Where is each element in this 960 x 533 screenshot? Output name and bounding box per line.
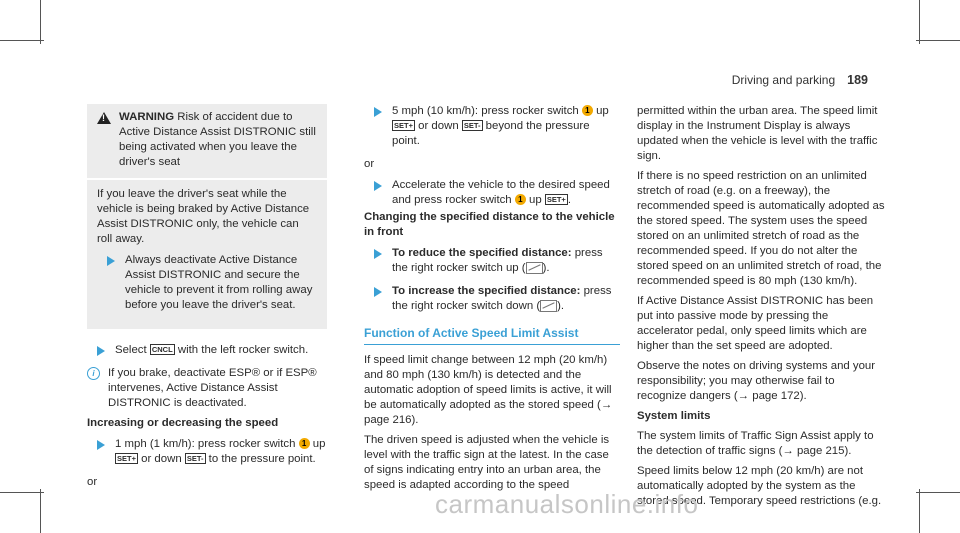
section-title: Driving and parking — [731, 73, 836, 87]
step-arrow-icon — [374, 181, 382, 191]
middle-column: 5 mph (10 km/h): press rocker switch 1 up SET+ or down SET- beyond the pressure point. or Accelerate the vehicle to the desired speed and press rocker switch 1 up SET+ . Changing the specified distance to the vehicle in front To reduce the specified distance: press the right rocker switch up ( ). To increase the specified distance: press the right rocker switch down ( ). Function of Active Speed Limit Assist If speed limit change between 12 mph (20 km/h) and 80 mph (130 km/h) is detected and the automatic adoption of speed limits is active, it will be automatically adopted as the stored speed (→ page 216). The driven speed is adjusted when the vehicle is level with the traffic sign at the latest. In the case of signs indicating entry into an urban area, the speed is adapted according to the speed — [364, 104, 620, 498]
step-arrow-icon — [374, 287, 382, 297]
paragraph: If Active Distance Assist DISTRONIC has been put into passive mode by pressing the accelerator pedal, only speed limits which are higher than the set speed are adopted. — [637, 295, 874, 352]
set-minus-key-icon: SET- — [463, 121, 481, 131]
warning-body: If you leave the driver's seat while the vehicle is being braked by Active Distance Assist DISTRONIC only, the vehicle can roll away. — [97, 188, 310, 245]
or-text: or — [364, 158, 375, 170]
paragraph: If there is no speed restriction on an unlimited stretch of road (e.g. on a freeway), the recommended speed is automatically adopted as the stored speed. The system uses the speed stored on an unlimited stretch of road as the recommended speed. If you do not alter the stored speed on an unlimited stretch of road, the recommended speed is 80 mph (130 km/h). — [637, 170, 885, 287]
crop-mark — [0, 40, 44, 41]
left-column — [87, 104, 327, 495]
crop-mark — [916, 492, 960, 493]
paragraph: Speed limits below 12 mph (20 km/h) are not automatically adopted by the system as the stored speed. Temporary speed restrictions (e.g. — [637, 465, 882, 507]
switch-number-badge: 1 — [515, 194, 526, 205]
paragraph: The driven speed is adjusted when the vehicle is level with the traffic sign at the latest. In the case of signs indicating entry into an urban area, the speed is adapted according to the speed — [364, 434, 610, 491]
crop-mark — [919, 489, 920, 533]
set-plus-key-icon: SET+ — [546, 195, 566, 205]
set-plus-key-icon: SET+ — [117, 454, 136, 464]
step-text: press the right rocker switch up ( — [392, 247, 603, 274]
step-text: up — [525, 194, 542, 206]
info-icon: i — [87, 367, 100, 380]
step-arrow-icon — [374, 249, 382, 259]
right-column — [637, 104, 885, 514]
switch-number-badge: 1 — [582, 105, 593, 116]
step-text: ). — [557, 300, 565, 312]
step-text: 1 mph (1 km/h): press rocker switch — [115, 438, 296, 450]
warning-title: Risk of accident due to Active Distance Assist DISTRONIC still being activated when you leave the driver's seat — [119, 111, 316, 168]
step-arrow-icon — [97, 346, 105, 356]
step-text: press the right rocker switch down ( — [392, 285, 612, 312]
warning-box — [87, 104, 327, 329]
watermark: carmanualsonline.info — [435, 489, 699, 519]
crop-mark — [916, 40, 960, 41]
step-text: ). — [542, 262, 550, 274]
subheading: Changing the specified distance to the vehicle in front — [364, 211, 615, 238]
set-minus-key-icon: SET- — [186, 454, 204, 464]
warning-label: WARNING — [119, 111, 175, 123]
subheading: Increasing or decreasing the speed — [87, 417, 279, 429]
paragraph: The system limits of Traffic Sign Assist apply to the detection of traffic signs (→ page 215). — [637, 430, 874, 457]
step-text: or down — [137, 453, 182, 465]
step-arrow-icon — [374, 107, 382, 117]
warning-step: Always deactivate Active Distance Assist DISTRONIC and secure the vehicle to prevent it from rolling away before you leave the driver's seat. — [125, 254, 313, 311]
step-text: or down — [414, 120, 459, 132]
step-text: with the left rocker switch. — [174, 344, 309, 356]
crop-mark — [0, 492, 44, 493]
cncl-key-icon: CNCL — [151, 345, 173, 355]
section-heading: Function of Active Speed Limit Assist — [364, 326, 620, 345]
step-text: to the pressure point. — [205, 453, 316, 465]
step-arrow-icon — [107, 256, 115, 266]
paragraph: Observe the notes on driving systems and your responsibility; you may otherwise fail to recognize dangers (→ page 172). — [637, 360, 876, 402]
step-text: Select — [115, 344, 147, 356]
step-text: up — [592, 105, 609, 117]
step-arrow-icon — [97, 440, 105, 450]
set-plus-key-icon: SET+ — [394, 121, 413, 131]
crop-mark — [919, 0, 920, 44]
step-text: up — [309, 438, 326, 450]
page-number: 189 — [847, 73, 868, 87]
step-bold: To increase the specified distance: — [392, 285, 581, 297]
info-note: If you brake, deactivate ESP® or if ESP® intervenes, Active Distance Assist DISTRONIC is deactivated. — [108, 367, 317, 409]
step-text: 5 mph (10 km/h): press rocker switch — [392, 105, 579, 117]
step-text: beyond the pressure point. — [392, 120, 590, 147]
distance-down-icon — [540, 300, 557, 312]
switch-number-badge: 1 — [299, 438, 310, 449]
paragraph: permitted within the urban area. The speed limit display in the Instrument Display is always updated when the vehicle is level with the traffic sign. — [637, 105, 878, 162]
or-text: or — [87, 476, 98, 488]
crop-mark — [40, 0, 41, 44]
step-text: Accelerate the vehicle to the desired speed and press rocker switch — [392, 179, 610, 206]
warning-icon — [97, 112, 111, 124]
distance-up-icon — [526, 262, 543, 274]
paragraph: If speed limit change between 12 mph (20 km/h) and 80 mph (130 km/h) is detected and the automatic adoption of speed limits is active, it will be automatically adopted as the stored speed (→ page 216). — [364, 354, 613, 426]
subheading: System limits — [637, 410, 711, 422]
page-header — [732, 73, 868, 88]
step-bold: To reduce the specified distance: — [392, 247, 572, 259]
crop-mark — [40, 489, 41, 533]
